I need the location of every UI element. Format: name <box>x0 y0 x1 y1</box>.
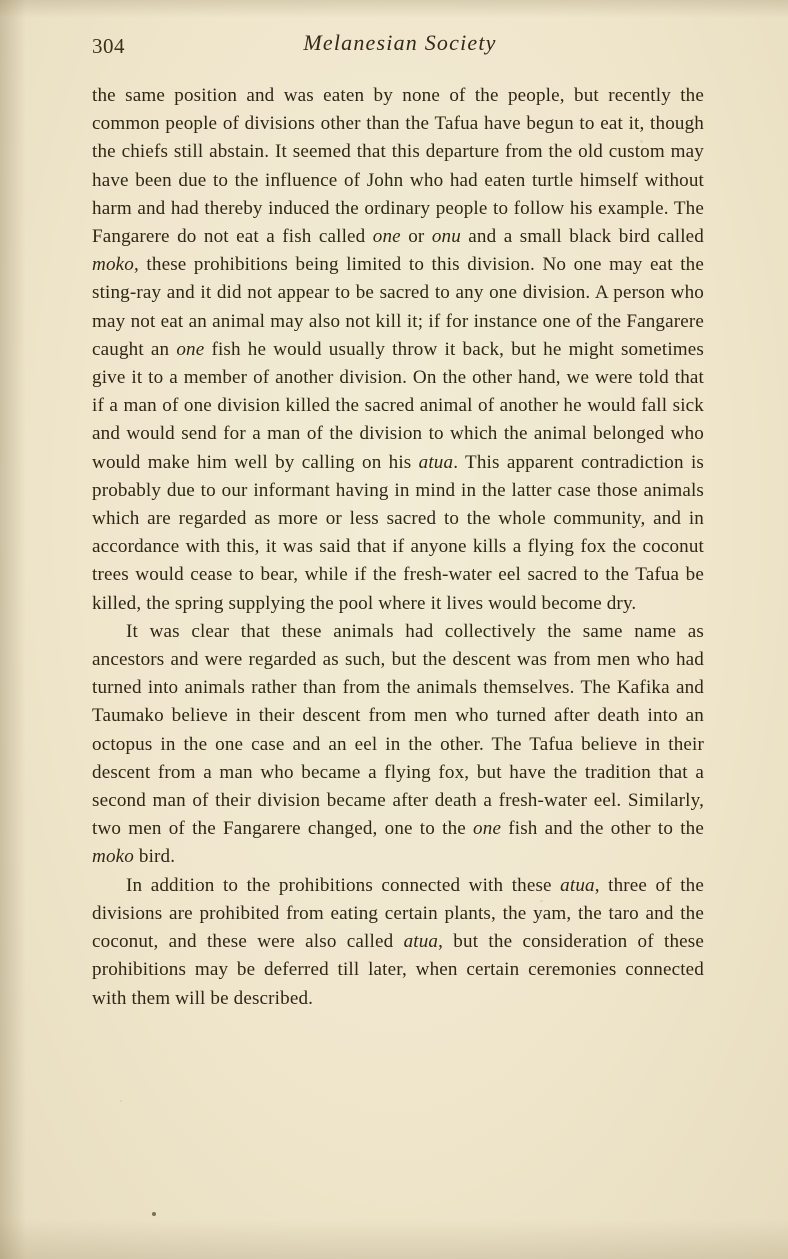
italic-term: atua <box>418 451 454 473</box>
text-run: bird. <box>133 846 176 868</box>
text-run: or <box>400 226 432 248</box>
italic-term: onu <box>431 226 461 248</box>
italic-term: moko <box>92 254 134 276</box>
text-run: fish he would usually throw it back, but he might sometimes give it to a member of another division. On the other hand, we were told that if a man of one division killed the sacred animal of another he would fall sick and would send for a man of the division to which the animal belonged who would make him well by calling on his <box>92 338 704 473</box>
body-paragraph <box>92 618 704 872</box>
italic-term: one <box>473 818 502 840</box>
italic-term: atua <box>560 874 595 896</box>
running-title: Melanesian Society <box>303 30 497 55</box>
text-run: , these prohibitions being limited to this division. No one may eat the sting-ray and it did not appear to be sacred to any one division. A person who may not eat an animal may also not kill it; if for instance one of the Fangarere caught an <box>92 254 704 360</box>
bottom-ink-mark <box>152 1212 156 1216</box>
italic-term: atua <box>403 931 439 953</box>
text-run: , but the consideration of these prohibitions may be deferred till later, when certain ceremonies connected with them will be described. <box>92 931 704 1009</box>
text-run: It was clear that these animals had collectively the same name as ancestors and were regarded as such, but the descent was from men who had turned into animals rather than from the animals themselves. The Kafika and Taumako believe in their descent from men who turned after death into an octopus in the one case and an eel in the other. The Tafua believe in their descent from a man who became a flying fox, but have the tradition that a second man of their division became after death a fresh-water eel. Similarly, two men of the Fangarere changed, one to the <box>92 620 704 840</box>
text-run: , three of the divisions are prohibited from eating certain plants, the yam, the taro and the coconut, and these were also called <box>92 874 704 953</box>
italic-term: one <box>176 338 205 360</box>
italic-term: moko <box>92 846 134 868</box>
body-paragraph <box>92 82 704 618</box>
page-body-text <box>92 82 704 1013</box>
text-run: the same position and was eaten by none of the people, but recently the common people of divisions other than the Tafua have begun to eat it, though the chiefs still abstain. It seemed that this departure from the old custom may have been due to the influence of John who had eaten turtle himself without harm and had thereby induced the ordinary people to follow his example. The Fangarere do not eat a fish called <box>92 85 704 248</box>
text-run: . This apparent contradiction is probably due to our informant having in mind in the latter case those animals which are regarded as more or less sacred to the whole community, and in accordance with this, it was said that if anyone kills a flying fox the coconut trees would cease to bear, while if the fresh-water eel sacred to the Tafua be killed, the spring supplying the pool where it lives would become dry. <box>92 451 704 614</box>
body-paragraph <box>92 872 704 1013</box>
text-run: and a small black bird called <box>460 226 704 248</box>
page-edge-shadow-left <box>0 0 26 1259</box>
paper-speckle <box>120 1100 122 1102</box>
page-header <box>92 30 708 64</box>
page-number: 304 <box>92 34 125 58</box>
text-run: fish and the other to the <box>501 818 704 840</box>
italic-term: one <box>372 226 401 248</box>
text-run: In addition to the prohibitions connected with these <box>126 874 561 896</box>
page-edge-shadow-top <box>0 0 788 18</box>
page-edge-shadow-bottom <box>0 1219 788 1259</box>
